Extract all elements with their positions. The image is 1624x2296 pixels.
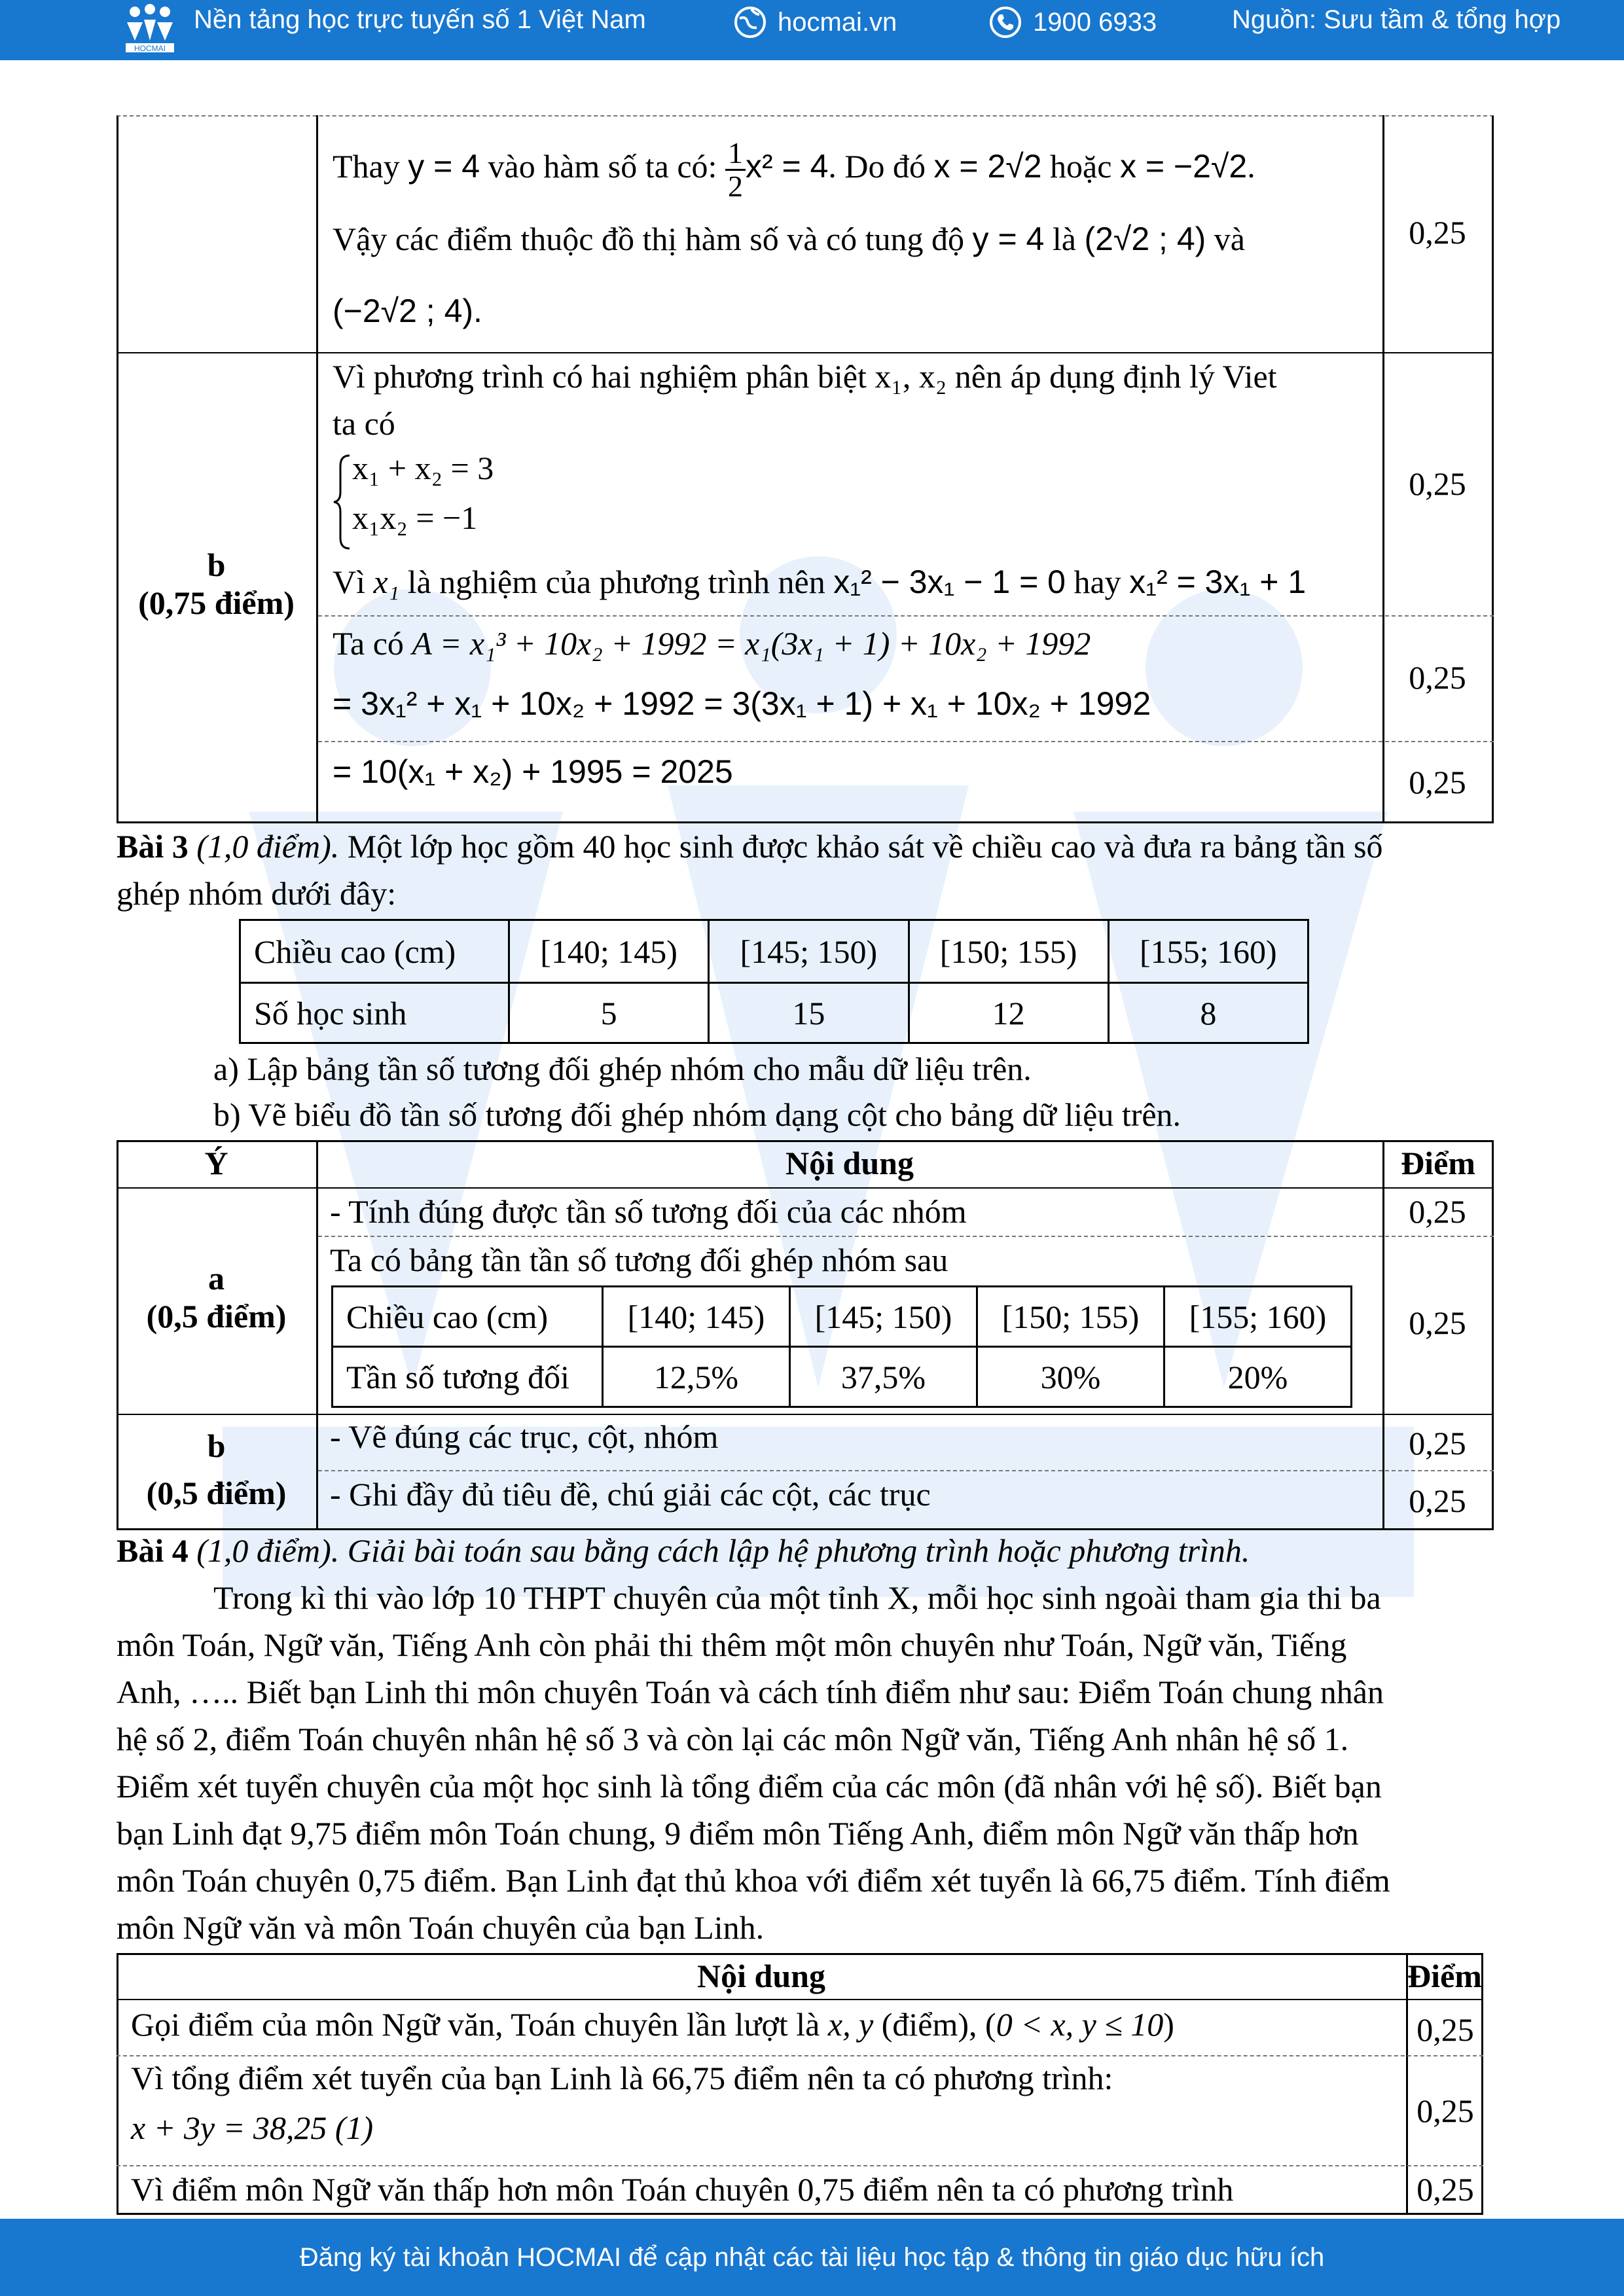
bai3-question-b: b) Vẽ biểu đồ tần số tương đối ghép nhóm dạng cột cho bảng dữ liệu trên. (213, 1096, 1182, 1133)
b-line2: - Ghi đầy đủ tiêu đề, chú giải các cột, các trục (330, 1476, 931, 1513)
row1-score: 0,25 (1409, 214, 1466, 251)
row2-line2: ta có (333, 405, 395, 442)
bai4-r2-line1: Vì tổng điểm xét tuyển của bạn Linh là 66,75 điểm nên ta có phương trình: (131, 2060, 1113, 2096)
bai4-r2-score: 0,25 (1416, 2092, 1474, 2129)
b-score1: 0,25 (1409, 1425, 1466, 1462)
a-line1: - Tính đúng được tần số tương đối của các nhóm (330, 1193, 967, 1230)
bai4-col-content: Nội dung (697, 1958, 825, 1994)
bai4-col-score: Điểm (1407, 1958, 1482, 1994)
col-content-header: Nội dung (785, 1145, 914, 1181)
bai4-r2-line2: x + 3y = 38,25 (1) (131, 2109, 374, 2146)
bai3-question-a: a) Lập bảng tần số tương đối ghép nhóm cho mẫu dữ liệu trên. (213, 1050, 1032, 1087)
row2-line1: Vì phương trình có hai nghiệm phân biệt x₁, x₂ nên áp dụng định lý Viet (333, 358, 1277, 395)
row1-line1: Thay y = 4 vào hàm số ta có: $\frac{1}{2}$ x² = 4. Do đó x = 2√2 hoặc x = −2√2. (333, 136, 1255, 203)
col-y-header: Ý (204, 1145, 228, 1181)
row2-score: 0,25 (1409, 465, 1466, 502)
bai4-r1-score: 0,25 (1416, 2011, 1474, 2048)
row4-line1: = 10(x₁ + x₂) + 1995 = 2025 (333, 753, 733, 790)
bai4-p1: Trong kì thi vào lớp 10 THPT chuyên của một tỉnh X, mỗi học sinh ngoài tham gia thi ba (213, 1579, 1381, 1616)
part-a-label: a (0,5 điểm) (146, 1260, 287, 1335)
row3-line1: Ta có A = x₁³ + 10x₂ + 1992 = x₁(3x₁ + 1) + 10x₂ + 1992 (333, 625, 1091, 662)
relative-frequency-table: Chiều cao (cm) [140; 145) [145; 150) [150; 155) [155; 160) Tần số tương đối 12,5% 37,5% 30% 20% (331, 1285, 1352, 1408)
row3-line2: = 3x₁² + x₁ + 10x₂ + 1992 = 3(3x₁ + 1) + x₁ + 10x₂ + 1992 (333, 685, 1151, 722)
bai4-p4: hệ số 2, điểm Toán chuyên nhân hệ số 3 và còn lại các môn Ngữ văn, Tiếng Anh nhân hệ số 1. (117, 1721, 1349, 1757)
left-brace-icon (333, 453, 352, 551)
a-line2: Ta có bảng tần tần số tương đối ghép nhóm sau (330, 1242, 948, 1278)
source-note: Nguồn: Sưu tầm & tổng hợp (1232, 5, 1561, 34)
row2-line3: Vì x₁ là nghiệm của phương trình nên x₁² − 3x₁ − 1 = 0 hay x₁² = 3x₁ + 1 (333, 564, 1307, 600)
phone-link[interactable]: 1900 6933 (988, 5, 1157, 39)
one-half-fraction: $\frac{1}{2}$ (725, 137, 746, 202)
col-score-header: Điểm (1401, 1145, 1475, 1181)
bai4-p6: bạn Linh đạt 9,75 điểm môn Toán chung, 9 điểm môn Tiếng Anh, điểm môn Ngữ văn thấp hơn (117, 1815, 1359, 1852)
bai3-statement-line1: Bài 3 (1,0 điểm). Một lớp học gồm 40 học sinh được khảo sát về chiều cao và đưa ra bảng tần số (117, 828, 1383, 865)
website-link[interactable]: hocmai.vn (733, 5, 897, 39)
bai4-p8: môn Ngữ văn và môn Toán chuyên của bạn Linh. (117, 1909, 765, 1946)
bai4-r3-score: 0,25 (1416, 2171, 1474, 2208)
bai4-p7: môn Toán chuyên 0,75 điểm. Bạn Linh đạt thủ khoa với điểm xét tuyển là 66,75 điểm. Tính điểm (117, 1862, 1390, 1899)
svg-text:HOCMAI: HOCMAI (134, 44, 166, 53)
b-score2: 0,25 (1409, 1482, 1466, 1519)
part-b3-label: b (0,5 điểm) (146, 1427, 287, 1511)
bai3-frequency-table: Chiều cao (cm) [140; 145) [145; 150) [150; 155) [155; 160) Số học sinh 5 15 12 8 (239, 919, 1309, 1044)
bai4-p2: môn Toán, Ngữ văn, Tiếng Anh còn phải thi thêm một môn chuyên như Toán, Ngữ văn, Tiếng (117, 1626, 1347, 1663)
b-line1: - Vẽ đúng các trục, cột, nhóm (330, 1418, 719, 1455)
row1-line2: Vậy các điểm thuộc đồ thị hàm số và có tung độ y = 4 là (2√2 ; 4) và (333, 221, 1245, 257)
tagline: Nền tảng học trực tuyến số 1 Việt Nam (194, 5, 646, 34)
row3-score: 0,25 (1409, 659, 1466, 696)
bai4-title: Bài 4 (1,0 điểm). Giải bài toán sau bằng cách lập hệ phương trình hoặc phương trình. (117, 1532, 1250, 1569)
bai4-r3-line1: Vì điểm môn Ngữ văn thấp hơn môn Toán chuyên 0,75 điểm nên ta có phương trình (131, 2171, 1234, 2208)
row1-line3: (−2√2 ; 4). (333, 293, 482, 329)
bai4-p5: Điểm xét tuyển chuyên của một học sinh là tổng điểm của các môn (đã nhân với hệ số). Biết bạn (117, 1768, 1382, 1804)
a-score1: 0,25 (1409, 1193, 1466, 1230)
row4-score: 0,25 (1409, 764, 1466, 800)
a-score2: 0,25 (1409, 1304, 1466, 1341)
bai3-statement-line2: ghép nhóm dưới đây: (117, 875, 397, 912)
bai4-p3: Anh, ….. Biết bạn Linh thi môn chuyên Toán và cách tính điểm như sau: Điểm Toán chung nhân (117, 1674, 1384, 1710)
bottom-banner[interactable] (0, 2219, 1624, 2296)
footer-text: Đăng ký tài khoản HOCMAI để cập nhật các tài liệu học tập & thông tin giáo dục hữu ích (299, 2242, 1325, 2272)
bai4-r1: Gọi điểm của môn Ngữ văn, Toán chuyên lần lượt là x, y (điểm), (0 < x, y ≤ 10) (131, 2006, 1174, 2043)
part-b-label: b (0,75 điểm) (138, 547, 295, 621)
